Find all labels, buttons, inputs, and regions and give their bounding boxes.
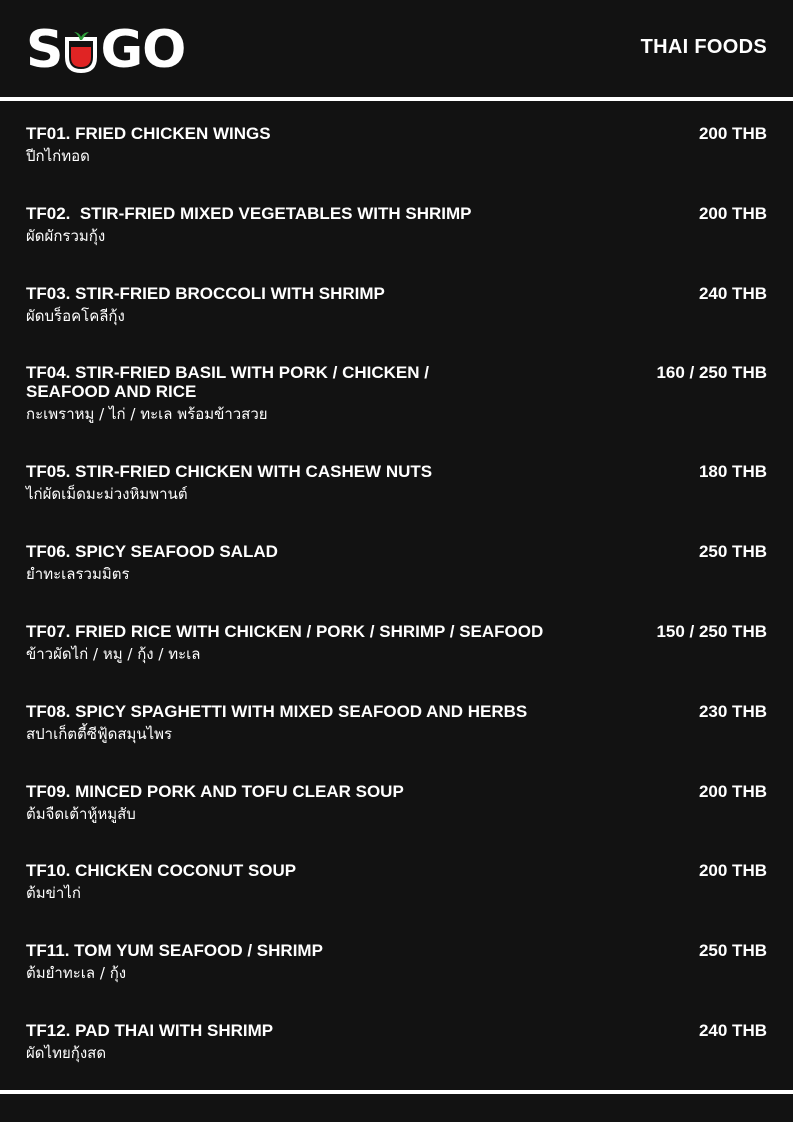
menu-item <box>26 363 767 424</box>
menu-item <box>26 941 767 983</box>
menu-item <box>26 124 767 166</box>
menu-item <box>26 622 767 664</box>
footer-divider <box>0 1090 793 1094</box>
menu-item-name: TF10. CHICKEN COCONUT SOUP <box>26 861 297 880</box>
menu-item-thai-name: ผัดไทยกุ้งสด <box>26 1044 107 1062</box>
menu-item <box>26 204 767 246</box>
menu-item-name: TF05. STIR-FRIED CHICKEN WITH CASHEW NUTS <box>26 462 433 481</box>
menu-item-name: TF06. SPICY SEAFOOD SALAD <box>26 542 278 561</box>
menu-item-name: TF08. SPICY SPAGHETTI WITH MIXED SEAFOOD AND HERBS <box>26 702 528 721</box>
menu-item <box>26 782 767 824</box>
menu-item-price: 180 THB <box>698 462 767 481</box>
menu-item-price: 250 THB <box>698 542 767 561</box>
logo-letter-s: S <box>26 20 63 80</box>
menu-item-name: TF03. STIR-FRIED BROCCOLI WITH SHRIMP <box>26 284 385 303</box>
menu-item-thai-name: ข้าวผัดไก่ / หมู / กุ้ง / ทะเล <box>26 645 201 663</box>
menu-item-name: TF07. FRIED RICE WITH CHICKEN / PORK / SHRIMP / SEAFOOD <box>26 622 544 641</box>
menu-item-thai-name: ต้มจืดเต้าหู้หมูสับ <box>26 805 136 823</box>
menu-item-thai-name: ต้มยำทะเล / กุ้ง <box>26 964 127 982</box>
menu-item <box>26 284 767 326</box>
menu-item-price: 250 THB <box>698 941 767 960</box>
menu-item-price: 200 THB <box>698 204 767 223</box>
menu-item <box>26 861 767 903</box>
logo-letter-g: G <box>100 20 143 80</box>
menu-item-name: TF12. PAD THAI WITH SHRIMP <box>26 1021 274 1040</box>
menu-item-thai-name: ยำทะเลรวมมิตร <box>26 565 130 583</box>
menu-item-price: 160 / 250 THB <box>656 363 767 382</box>
menu-item <box>26 1021 767 1063</box>
menu-item-price: 230 THB <box>698 702 767 721</box>
tomato-cup-icon <box>64 31 98 73</box>
menu-item-thai-name: ต้มข่าไก่ <box>26 884 81 902</box>
menu-item-thai-name: สปาเก็ตตี้ซีฟู้ดสมุนไพร <box>26 725 173 743</box>
menu-item-price: 240 THB <box>698 1021 767 1040</box>
menu-item-thai-name: ปีกไก่ทอด <box>26 147 90 165</box>
section-title: THAI FOODS <box>640 36 767 58</box>
sugo-logo <box>26 22 185 78</box>
menu-item-thai-name: ไก่ผัดเม็ดมะม่วงหิมพานต์ <box>26 485 188 503</box>
menu-item <box>26 462 767 504</box>
menu-item-name: TF04. STIR-FRIED BASIL WITH PORK / CHICKEN / SEAFOOD AND RICE <box>26 363 429 401</box>
menu-item-price: 200 THB <box>698 861 767 880</box>
page-header <box>0 0 793 98</box>
menu-item <box>26 542 767 584</box>
menu-item-name: TF02. STIR-FRIED MIXED VEGETABLES WITH SHRIMP <box>26 204 472 223</box>
menu-item-price: 150 / 250 THB <box>656 622 767 641</box>
menu-item-name: TF01. FRIED CHICKEN WINGS <box>26 124 271 143</box>
logo-letter-o: O <box>142 20 186 80</box>
menu-item <box>26 702 767 744</box>
header-divider <box>0 97 793 101</box>
menu-item-name: TF11. TOM YUM SEAFOOD / SHRIMP <box>26 941 323 960</box>
menu-item-thai-name: ผัดบร็อคโคลีกุ้ง <box>26 307 125 325</box>
menu-item-name: TF09. MINCED PORK AND TOFU CLEAR SOUP <box>26 782 404 801</box>
menu-item-thai-name: ผัดผักรวมกุ้ง <box>26 227 106 245</box>
menu-item-price: 200 THB <box>698 124 767 143</box>
menu-item-thai-name: กะเพราหมู / ไก่ / ทะเล พร้อมข้าวสวย <box>26 405 268 423</box>
menu-item-price: 240 THB <box>698 284 767 303</box>
menu-item-price: 200 THB <box>698 782 767 801</box>
